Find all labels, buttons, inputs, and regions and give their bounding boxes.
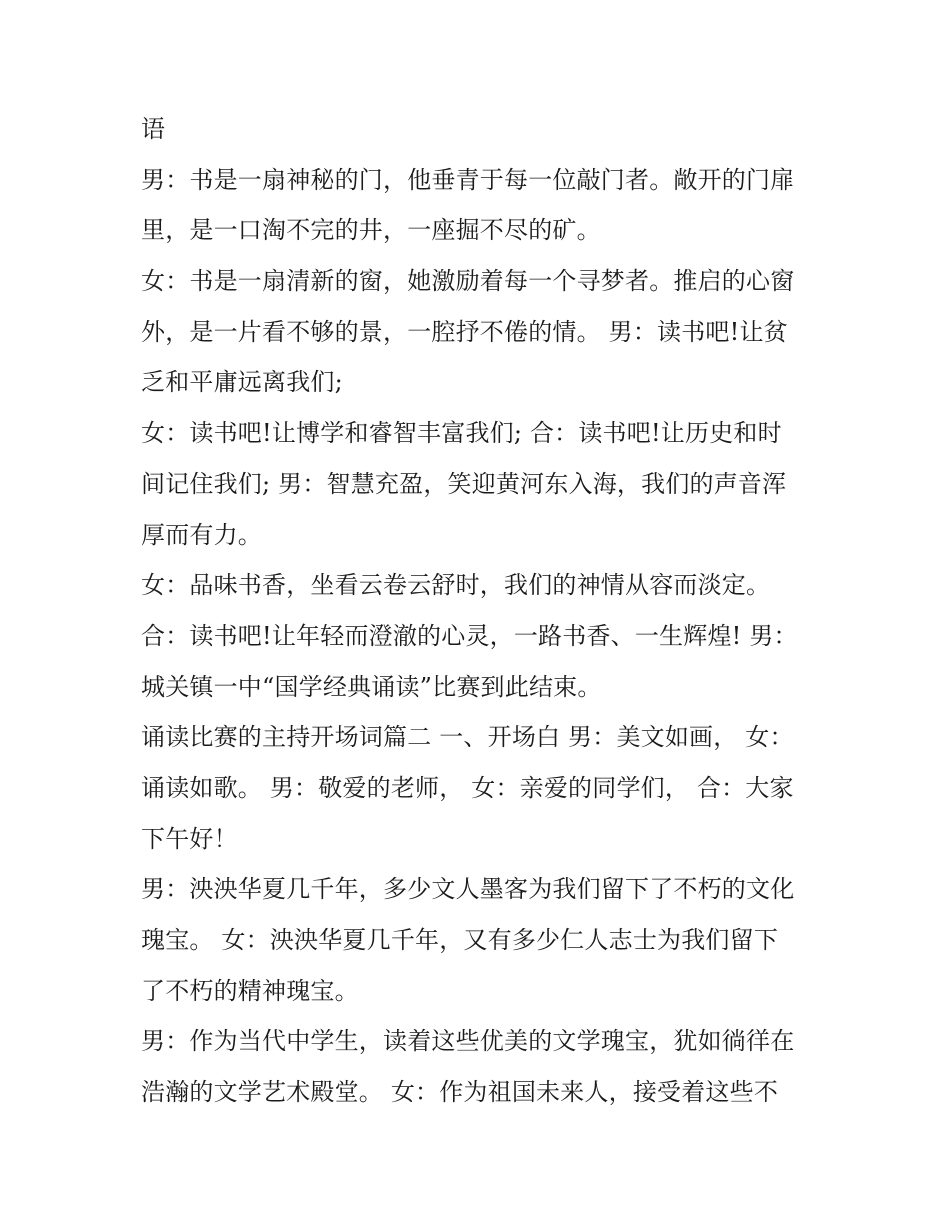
text-line: 瑰宝。 女：泱泱华夏几千年，又有多少仁人志士为我们留下: [141, 926, 779, 954]
text-line: 下午好！: [141, 824, 238, 853]
document-body: [141, 104, 821, 1118]
text-line: 外，是一片看不够的景，一腔抒不倦的情。 男：读书吧!让贫: [141, 317, 788, 346]
text-line: 浩瀚的文学艺术殿堂。 女：作为祖国未来人，接受着这些不: [141, 1078, 779, 1107]
text-line: 诵读如歌。 男：敬爱的老师， 女：亲爱的同学们， 合：大家: [141, 773, 794, 802]
text-line: 女：书是一扇清新的窗，她激励着每一个寻梦者。推启的心窗: [141, 267, 795, 296]
text-line: 乏和平庸远离我们;: [141, 368, 343, 397]
text-line: 厚而有力。: [141, 520, 262, 549]
text-line: 语: [141, 115, 166, 143]
text-line: 男：作为当代中学生，读着这些优美的文学瑰宝，犹如徜徉在: [141, 1027, 795, 1056]
text-line: 城关镇一中“国学经典诵读”比赛到此结束。: [141, 672, 602, 701]
text-line: 男：泱泱华夏几千年，多少文人墨客为我们留下了不朽的文化: [141, 875, 795, 904]
text-line: 诵读比赛的主持开场词篇二 一、开场白 男：美文如画， 女：: [141, 723, 794, 752]
text-line: 女：品味书香，坐看云卷云舒时，我们的神情从容而淡定。: [141, 571, 771, 600]
text-line: 里，是一口淘不完的井，一座掘不尽的矿。: [141, 216, 601, 245]
text-line: 合：读书吧!让年轻而澄澈的心灵，一路书香、一生辉煌! 男：: [141, 621, 798, 650]
text-line: 男：书是一扇神秘的门，他垂青于每一位敲门者。敞开的门扉: [141, 165, 795, 194]
text-line: 了不朽的精神瑰宝。: [141, 976, 359, 1005]
text-line: 女：读书吧!让博学和睿智丰富我们; 合：读书吧!让历史和时: [141, 419, 782, 448]
text-line: 间记住我们; 男：智慧充盈，笑迎黄河东入海，我们的声音浑: [141, 469, 787, 498]
